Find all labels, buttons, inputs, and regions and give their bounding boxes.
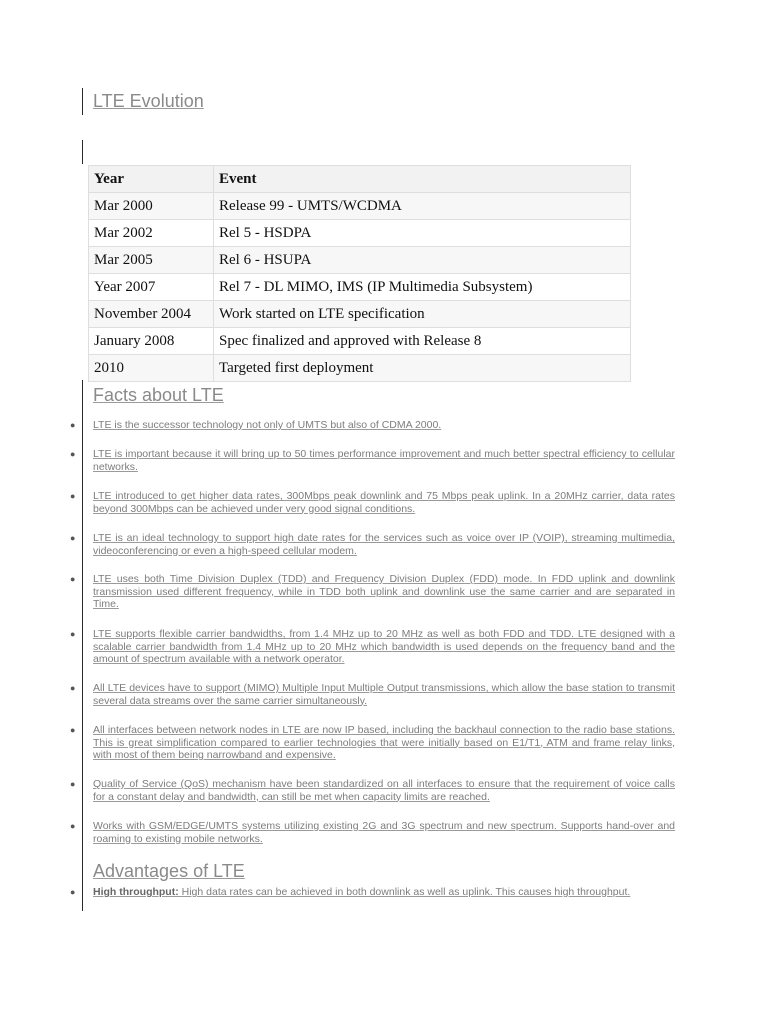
bullet-icon: ●: [70, 779, 76, 789]
column-header-year: Year: [89, 166, 214, 193]
bullet-icon: ●: [70, 821, 76, 831]
list-item-text: All interfaces between network nodes in LTE are now IP based, including the backhaul connection to the radio base stations. This is great simplification compared to earlier technologies that were initially based on E1/T1, ATM and frame relay links, with most of them being narrowband and expensive.: [93, 724, 675, 761]
list-item-text: Works with GSM/EDGE/UMTS systems utilizing existing 2G and 3G spectrum and new spectrum. Supports hand-over and roaming to existing mobile networks.: [93, 820, 675, 845]
table-header-row: [89, 166, 631, 193]
margin-bar: [82, 140, 83, 164]
events-table: [88, 165, 631, 382]
table-row: [89, 193, 631, 220]
table-row: [89, 328, 631, 355]
bullet-icon: ●: [70, 629, 76, 639]
bullet-icon: ●: [70, 449, 76, 459]
cell-year: Mar 2002: [89, 220, 214, 247]
table-row: [89, 220, 631, 247]
bullet-icon: ●: [70, 491, 76, 501]
table-row: [89, 301, 631, 328]
bullet-icon: ●: [70, 725, 76, 735]
cell-event: Rel 7 - DL MIMO, IMS (IP Multimedia Subsystem): [214, 274, 631, 301]
cell-event: Rel 5 - HSDPA: [214, 220, 631, 247]
list-item-text: LTE is the successor technology not only of UMTS but also of CDMA 2000.: [93, 419, 442, 431]
column-header-event: Event: [214, 166, 631, 193]
table-row: [89, 247, 631, 274]
list-item-text: LTE uses both Time Division Duplex (TDD) and Frequency Division Duplex (FDD) mode. In FDD uplink and downlink transmission used different frequency, while in TDD both uplink and downlink use the same carrier and are separated in Time.: [93, 573, 675, 610]
list-item-text: LTE is important because it will bring up to 50 times performance improvement and much better spectral efficiency to cellular networks.: [93, 448, 675, 473]
cell-year: Year 2007: [89, 274, 214, 301]
advantage-text: High data rates can be achieved in both downlink as well as uplink. This causes high throughput.: [178, 886, 631, 898]
advantage-label: High throughput:: [93, 886, 179, 898]
bullet-icon: ●: [70, 420, 76, 430]
list-item-text: [93, 886, 675, 899]
bullet-icon: ●: [70, 683, 76, 693]
bullet-icon: ●: [70, 887, 76, 897]
cell-event: Release 99 - UMTS/WCDMA: [214, 193, 631, 220]
list-item-text: LTE introduced to get higher data rates, 300Mbps peak downlink and 75 Mbps peak uplink. In a 20MHz carrier, data rates beyond 300Mbps can be achieved under very good signal conditions.: [93, 490, 675, 515]
list-item-text: Quality of Service (QoS) mechanism have been standardized on all interfaces to ensure that the requirement of voice calls for a constant delay and bandwidth, can still be met when capacity limits are reached.: [93, 778, 675, 803]
margin-bar: [82, 88, 83, 115]
page-title: LTE Evolution: [93, 91, 204, 111]
advantages-heading: Advantages of LTE: [93, 861, 245, 881]
list-item-text: LTE is an ideal technology to support high date rates for the services such as voice over IP (VOIP), streaming multimedia, videoconferencing or even a high-speed cellular modem.: [93, 532, 675, 557]
cell-event: Spec finalized and approved with Release 8: [214, 328, 631, 355]
cell-event: Work started on LTE specification: [214, 301, 631, 328]
cell-year: Mar 2005: [89, 247, 214, 274]
table-row: [89, 274, 631, 301]
facts-heading: Facts about LTE: [93, 385, 224, 405]
list-item-text: All LTE devices have to support (MIMO) Multiple Input Multiple Output transmissions, which allow the base station to transmit several data streams over the same carrier simultaneously.: [93, 682, 675, 707]
cell-year: January 2008: [89, 328, 214, 355]
cell-event: Targeted first deployment: [214, 355, 631, 382]
cell-event: Rel 6 - HSUPA: [214, 247, 631, 274]
table-row: [89, 355, 631, 382]
bullet-icon: ●: [70, 574, 76, 584]
margin-bar: [82, 380, 83, 911]
cell-year: Mar 2000: [89, 193, 214, 220]
list-item-text: LTE supports flexible carrier bandwidths, from 1.4 MHz up to 20 MHz as well as both FDD and TDD. LTE designed with a scalable carrier bandwidth from 1.4 MHz up to 20 MHz which bandwidth is used depends on the frequency band and the amount of spectrum available with a network operator.: [93, 628, 675, 665]
cell-year: November 2004: [89, 301, 214, 328]
cell-year: 2010: [89, 355, 214, 382]
bullet-icon: ●: [70, 533, 76, 543]
